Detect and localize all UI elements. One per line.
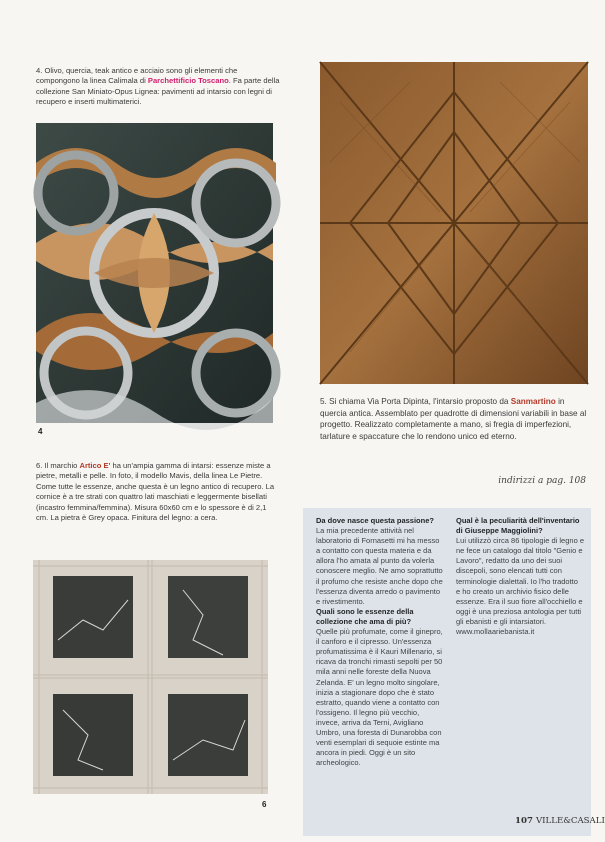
answer-1: La mia precedente attività nel laboratorio di Fornasetti mi ha messo a contatto con questa materia e da allora l'ho amata al punto da volerla conoscere meglio. Ne amo soprattutto il profumo che resiste anche dopo che l'essenza diventa arredo o pavimento e rivestimento. [316,526,443,606]
page-number: 107 [515,816,533,826]
figure-number-6: 6 [262,800,267,809]
caption-4: 4. Olivo, quercia, teak antico e acciaio sono gli elementi che compongono la linea Calimala di Parchettificio Toscano. Fa parte della collezione San Miniato-Opus Lignea: pavimenti ad intarsio con legni di recupero e inserti multimaterici. [36,66,280,107]
magazine-name: VILLE&CASALI [535,816,605,826]
caption-6: 6. Il marchio Artico E' ha un'ampia gamma di intarsi: essenze miste a pietre, metalli e pelle. In foto, il modello Mavis, della linea Le Pietre. Come tutte le essenze, anche questa è un legno antico di recupero. La cornice è a tre strati con quattro lati maschiati e leggermente bisellati (incastro femmina/femmina). Misura 60x60 cm e lo spessore è di 2,1 cm. La pietra è Grey opaca. Finitura del legno: a cera. [36,461,275,523]
answer-2: Quelle più profumate, come il ginepro, il canforo e il cipresso. Un'essenza profumatissima è il Kauri Millenario, si ricava da tronchi rimasti sepolti per 50 mila anni nelle foreste della Nuova Zelanda. E' un legno molto singolare, inizia a stagionare dopo che è stato estratto, quando viene a contatto con l'ossigeno. Il legno più vecchio, invece, arriva da Terni, Avigliano Umbro, una foresta di Dunarobba con venti esemplari di sequoie estinte ma ancora in piedi. Oggi è un sito archeologico. [316,627,443,768]
oak-parquet-photo [320,62,588,384]
interview-column-1 [316,516,444,768]
caption-5: 5. Si chiama Via Porta Dipinta, l'intarsio proposto da Sanmartino in quercia antica. Assemblato per quadrotte di dimensioni variabili in base al progetto. Realizzato completamente a mano, si fregia di imperfezioni, tarlature e spaccature che lo rendono unico ed eterno. [320,397,587,441]
question-3: Qual è la peculiarità dell'inventario di Giuseppe Maggiolini? [456,516,580,536]
interview-column-2 [456,516,584,637]
question-2: Quali sono le essenze della collezione che ama di più? [316,606,414,626]
question-1: Da dove nasce questa passione? [316,516,434,525]
inlay-floor-photo [36,123,273,423]
brand-parchettificio-toscano: Parchettificio Toscano [147,76,229,86]
figure-number-4: 4 [38,427,43,436]
brand-sanmartino: Sanmartino [510,397,556,406]
stone-inlay-photo [33,560,268,794]
brand-artico: Artico E' [79,461,111,470]
address-reference: indirizzi a pag. 108 [498,476,586,486]
answer-3: Lui utilizzò circa 86 tipologie di legno e ne fece un catalogo dal titolo "Genio e Lavoro", redatto da uno dei suoi discepoli, sono elencati tutti con terminologie dialettali. Io l'ho tradotto e ho creato un archivio fisico delle essenze. Era il suo fiore all'occhiello e oggi è una preziosa antologia per tutti gli ebanisti e gli intarsiatori. www.mollaariebanista.it [456,536,584,637]
page-footer [515,816,605,826]
